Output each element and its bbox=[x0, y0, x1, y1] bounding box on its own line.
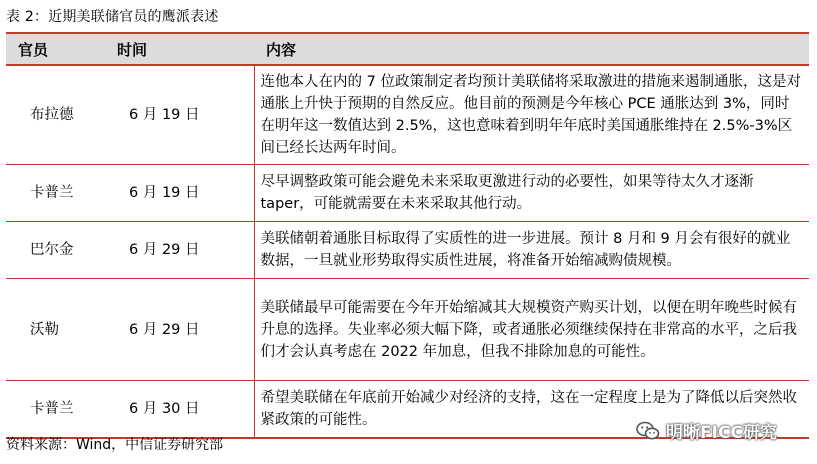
cell-content: 希望美联储在年底前开始减少对经济的支持，这在一定程度上是为了降低以后突然收紧政策的可能性。 bbox=[254, 381, 809, 439]
header-time: 时间 bbox=[105, 33, 254, 65]
header-content: 内容 bbox=[254, 33, 809, 65]
cell-content: 美联储朝着通胀目标取得了实质性的进一步进展。预计 8 月和 9 月会有很好的就业数据，一旦就业形势取得实质性进展，将准备开始缩减购债规模。 bbox=[254, 222, 809, 279]
source-note: 资料来源：Wind，中信证券研究部 bbox=[6, 437, 224, 453]
table-row bbox=[6, 279, 809, 381]
header-official: 官员 bbox=[6, 33, 105, 65]
cell-official: 布拉德 bbox=[6, 65, 105, 165]
wechat-icon bbox=[636, 420, 660, 442]
cell-official: 卡普兰 bbox=[6, 381, 105, 439]
watermark bbox=[636, 418, 777, 443]
table-row bbox=[6, 65, 809, 165]
table-header-row bbox=[6, 33, 809, 65]
cell-time: 6 月 29 日 bbox=[105, 279, 254, 381]
cell-official: 沃勒 bbox=[6, 279, 105, 381]
cell-content: 尽早调整政策可能会避免未来采取更激进行动的必要性，如果等待太久才逐渐 taper，可能就需要在未来采取其他行动。 bbox=[254, 165, 809, 222]
table-row bbox=[6, 165, 809, 222]
watermark-text: 明晰FICC研究 bbox=[666, 423, 777, 443]
cell-time: 6 月 19 日 bbox=[105, 165, 254, 222]
cell-time: 6 月 29 日 bbox=[105, 222, 254, 279]
officials-table bbox=[6, 32, 809, 439]
table-caption: 表 2：近期美联储官员的鹰派表述 bbox=[6, 9, 219, 25]
cell-time: 6 月 19 日 bbox=[105, 65, 254, 165]
officials-table-container bbox=[6, 32, 809, 439]
cell-content: 美联储最早可能需要在今年开始缩减其大规模资产购买计划，以便在明年晚些时候有升息的选择。失业率必须大幅下降，或者通胀必须继续保持在非常高的水平，之后我们才会认真考虑在 2022 年加息，但我不排除加息的可能性。 bbox=[254, 279, 809, 381]
cell-official: 巴尔金 bbox=[6, 222, 105, 279]
cell-official: 卡普兰 bbox=[6, 165, 105, 222]
table-row bbox=[6, 222, 809, 279]
cell-content: 连他本人在内的 7 位政策制定者均预计美联储将采取激进的措施来遏制通胀，这是对通胀上升快于预期的自然反应。他目前的预测是今年核心 PCE 通胀达到 3%，同时在明年这一数值达到 2.5%，这也意味着到明年年底时美国通胀维持在 2.5%-3%区间已经长达两年时间。 bbox=[254, 65, 809, 165]
cell-time: 6 月 30 日 bbox=[105, 381, 254, 439]
